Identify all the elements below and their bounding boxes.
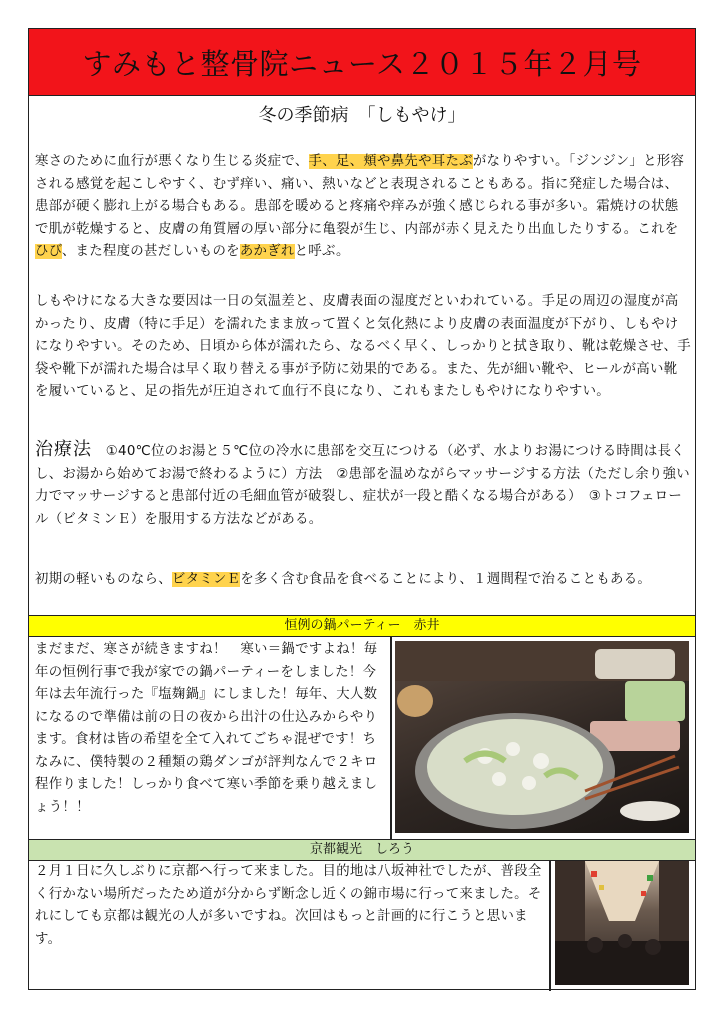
highlight-akagire: あかぎれ — [239, 244, 295, 259]
text-run: を多く含む食品を食べることにより、１週間程で治ることもある。 — [240, 572, 652, 587]
nabe-article-text: まだまだ、寒さが続きますね！ 寒い＝鍋ですよね！毎年の恒例行事で我が家での鍋パーティーをしました！今年は去年流行った『塩麹鍋』にしました！毎年、大人数になるので準備は前の日の夜から出汁の仕込みからやります。食材は皆の希望を全て入れてごちゃ混ぜです！ちなみに、僕特製の２種類の鶏ダンゴが評判なんで２キロ程作りました！しっかり食べて寒い季節を乗り越えましょう！！ — [35, 642, 378, 815]
section-heading-nabe: 恒例の鍋パーティー 赤井 — [29, 615, 695, 637]
paragraph-causes: しもやけになる大きな要因は一日の気温差と、皮膚表面の湿度だといわれている。手足の周辺の湿度が高かったり、皮膚（特に手足）を濡れたまま放って置くと気化熱により皮膚の表面温度が下がり、しもやけになりやすい。そのため、日頃から体が濡れたら、なるべく早く、しっかりと拭き取り、靴は乾燥させ、手袋や靴下が濡れた場合は早く取り替える事が予防に効果的である。また、先が細い靴や、ヒールが高い靴を履いていると、足の指先が圧迫されて血行不良になり、これもまたしもやけになりやすい。 — [35, 294, 691, 399]
paragraph-treatment — [35, 439, 691, 531]
text-run: 、また程度の甚だしいものを — [61, 244, 240, 259]
hotpot-illustration — [395, 641, 689, 833]
masthead-title: すみもと整骨院ニュース２０１５年２月号 — [29, 29, 695, 96]
market-illustration — [555, 861, 689, 985]
treatment-heading: 治療法 — [35, 439, 92, 460]
text-run: 初期の軽いものなら、 — [35, 572, 172, 587]
section-heading-kyoto: 京都観光 しろう — [29, 839, 695, 861]
text-run: がなりやすい。「ジンジン」と形容される感覚を起こしやすく、むず痒い、痛い、熱いなどと表現されることもある。指に発症した場合は、患部が硬く膨れ上がる場合もある。患部を暖めると疼痛や痒みが強く感じられる事が多い。霜焼けの状態で肌が乾燥すると、皮膚の角質層の厚い部分に亀裂が生じ、内部が赤く見えたり出血したりする。これを — [35, 154, 685, 237]
column-divider — [390, 636, 392, 839]
hotpot-photo — [395, 641, 689, 833]
article-title: 冬の季節病 「しもやけ」 — [258, 105, 466, 126]
text-run: と呼ぶ。 — [294, 244, 350, 259]
paragraph-symptoms — [35, 151, 691, 264]
nishiki-market-photo — [555, 861, 689, 985]
highlight-body-parts: 手、足、頬や鼻先や耳たぶ — [308, 154, 473, 169]
paragraph-vitamin-e — [35, 569, 691, 592]
newsletter-frame — [28, 28, 696, 990]
highlight-hibi: ひび — [35, 244, 62, 259]
highlight-vitamin-e: ビタミンＥ — [171, 572, 241, 587]
kyoto-article-text: ２月１日に久しぶりに京都へ行って来ました。目的地は八坂神社でしたが、普段全く行かない場所だったため道が分からず断念し近くの錦市場に行って来ました。それにしても京都は観光の人が多いですね。次回はもっと計画的に行こうと思います。 — [35, 864, 542, 947]
column-divider — [549, 860, 551, 991]
treatment-text: ①40℃位のお湯と５℃位の冷水に患部を交互につける（必ず、水よりお湯につける時間は長くし、お湯から始めてお湯で終わるように）方法 ②患部を温めながらマッサージする方法（ただし余り強い力でマッサージすると患部付近の毛細血管が破裂し、症状が一段と酷くなる場合がある） ③トコフェロール（ビタミンＥ）を服用する方法などがある。 — [35, 444, 690, 527]
text-run: 寒さのために血行が悪くなり生じる炎症で、 — [35, 154, 309, 169]
